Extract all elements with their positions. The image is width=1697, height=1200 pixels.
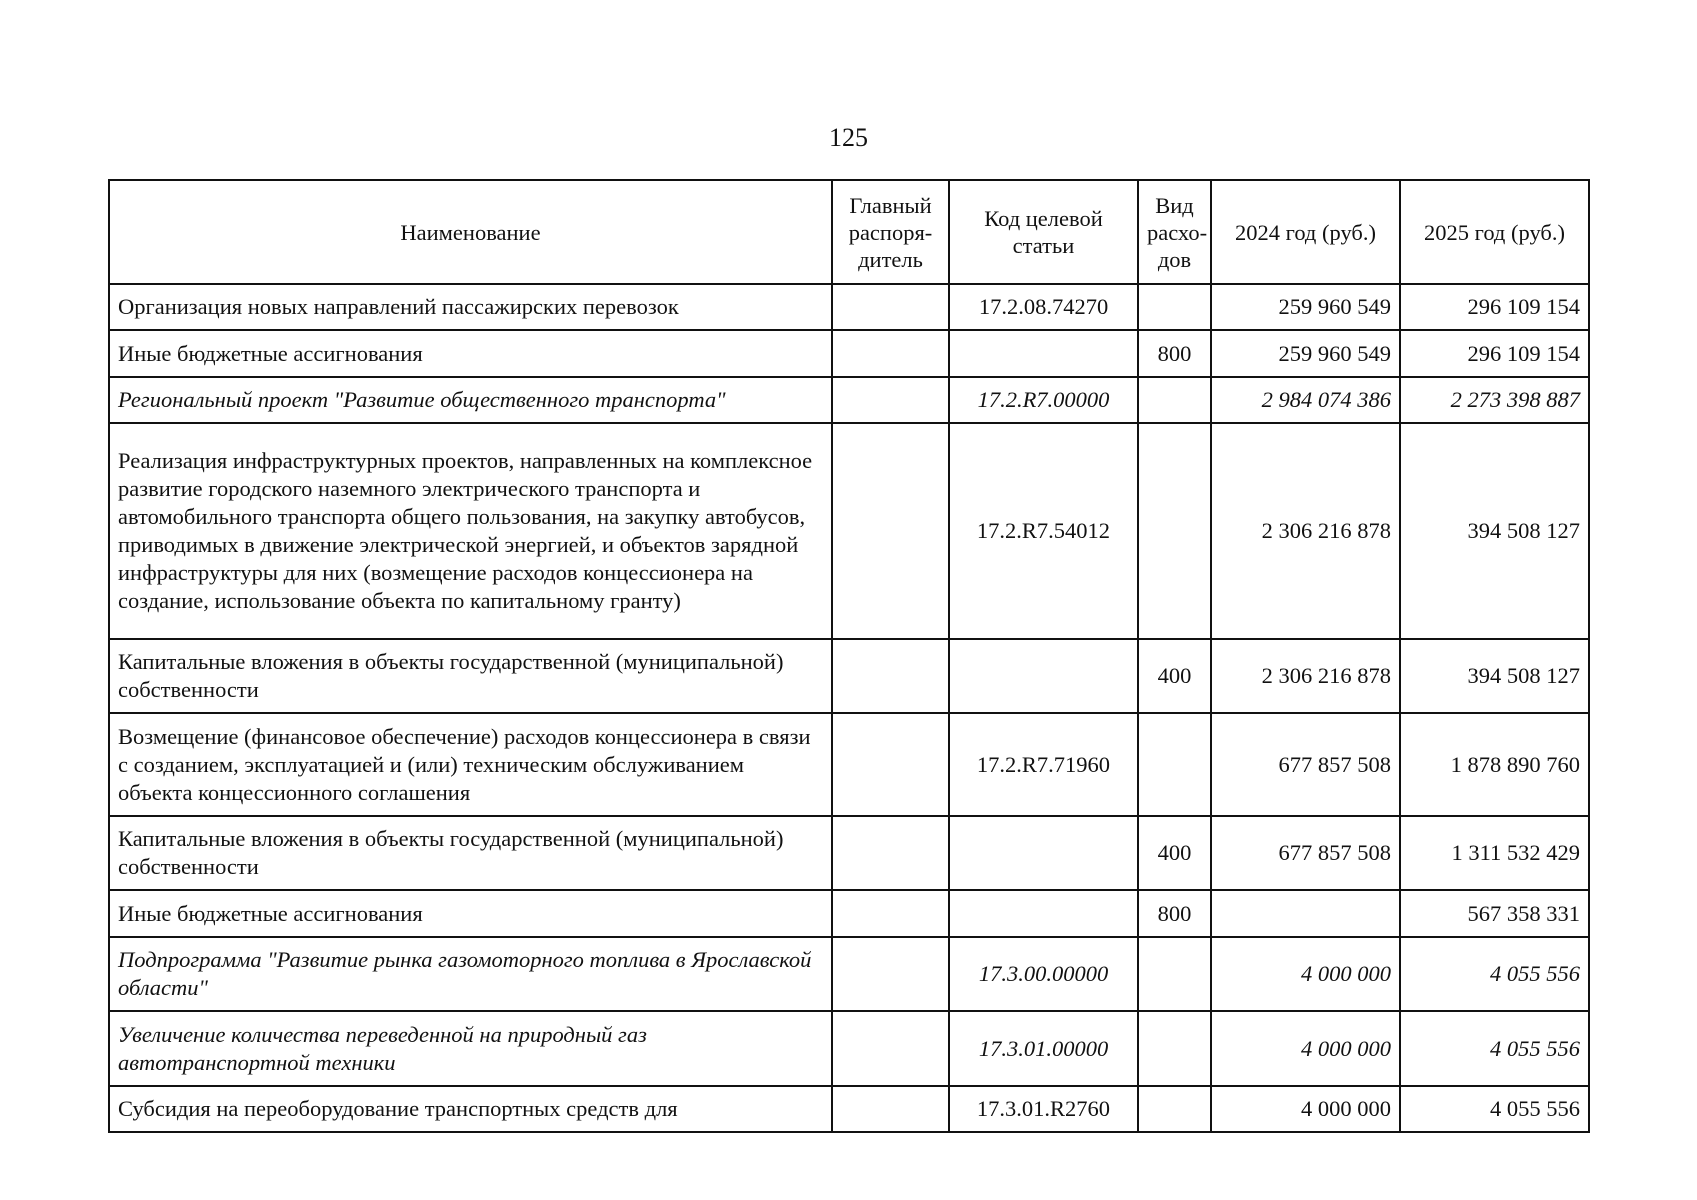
row-2025: 1 311 532 429 — [1400, 816, 1589, 890]
row-name: Иные бюджетные ассигнования — [109, 890, 832, 937]
row-type — [1138, 1086, 1211, 1132]
row-2025: 567 358 331 — [1400, 890, 1589, 937]
row-type: 400 — [1138, 639, 1211, 713]
header-name: Наименование — [109, 180, 832, 284]
budget-table — [108, 179, 1590, 1133]
row-2025: 1 878 890 760 — [1400, 713, 1589, 816]
row-type: 800 — [1138, 330, 1211, 377]
header-2024: 2024 год (руб.) — [1211, 180, 1400, 284]
row-manager — [832, 1086, 949, 1132]
row-type — [1138, 1011, 1211, 1086]
row-2025: 4 055 556 — [1400, 1011, 1589, 1086]
table-row — [109, 816, 1589, 890]
row-manager — [832, 423, 949, 639]
row-2025: 296 109 154 — [1400, 330, 1589, 377]
row-manager — [832, 330, 949, 377]
row-manager — [832, 1011, 949, 1086]
row-2024: 4 000 000 — [1211, 937, 1400, 1011]
row-code: 17.3.01.00000 — [949, 1011, 1138, 1086]
row-type — [1138, 713, 1211, 816]
row-manager — [832, 816, 949, 890]
row-code — [949, 330, 1138, 377]
row-code — [949, 639, 1138, 713]
row-manager — [832, 377, 949, 423]
row-name: Иные бюджетные ассигнования — [109, 330, 832, 377]
row-manager — [832, 890, 949, 937]
table-row — [109, 890, 1589, 937]
table-row — [109, 284, 1589, 330]
row-2024: 259 960 549 — [1211, 330, 1400, 377]
row-2024: 4 000 000 — [1211, 1011, 1400, 1086]
row-2024: 2 984 074 386 — [1211, 377, 1400, 423]
row-name: Региональный проект "Развитие общественного транспорта" — [109, 377, 832, 423]
row-code: 17.2.R7.71960 — [949, 713, 1138, 816]
header-code: Код целевой статьи — [949, 180, 1138, 284]
row-code: 17.2.08.74270 — [949, 284, 1138, 330]
row-manager — [832, 639, 949, 713]
row-2024: 677 857 508 — [1211, 816, 1400, 890]
row-2025: 394 508 127 — [1400, 639, 1589, 713]
row-name: Капитальные вложения в объекты государственной (муниципальной) собственности — [109, 816, 832, 890]
row-name: Субсидия на переоборудование транспортных средств для — [109, 1086, 832, 1132]
table-row — [109, 1011, 1589, 1086]
row-type — [1138, 377, 1211, 423]
table-row — [109, 330, 1589, 377]
row-2025: 2 273 398 887 — [1400, 377, 1589, 423]
header-manager: Главный распоря-дитель — [832, 180, 949, 284]
row-2024: 2 306 216 878 — [1211, 423, 1400, 639]
row-manager — [832, 284, 949, 330]
table-header — [109, 180, 1589, 284]
table-row — [109, 713, 1589, 816]
row-2024: 4 000 000 — [1211, 1086, 1400, 1132]
row-name: Увеличение количества переведенной на природный газ автотранспортной техники — [109, 1011, 832, 1086]
row-type: 800 — [1138, 890, 1211, 937]
row-manager — [832, 937, 949, 1011]
row-name: Организация новых направлений пассажирских перевозок — [109, 284, 832, 330]
page-number: 125 — [829, 123, 868, 152]
table-row — [109, 1086, 1589, 1132]
row-name: Реализация инфраструктурных проектов, направленных на комплексное развитие городского наземного электрического транспорта и автомобильного транспорта общего пользования, на закупку автобусов, приводимых в движение электрической энергией, и объектов зарядной инфраструктуры для них (возмещение расходов концессионера на создание, использование объекта по капитальному гранту) — [109, 423, 832, 639]
table-row — [109, 639, 1589, 713]
row-2024: 677 857 508 — [1211, 713, 1400, 816]
row-type: 400 — [1138, 816, 1211, 890]
row-2024: 2 306 216 878 — [1211, 639, 1400, 713]
row-2025: 4 055 556 — [1400, 937, 1589, 1011]
table-row — [109, 937, 1589, 1011]
row-2025: 4 055 556 — [1400, 1086, 1589, 1132]
row-code — [949, 890, 1138, 937]
row-name: Капитальные вложения в объекты государственной (муниципальной) собственности — [109, 639, 832, 713]
row-type — [1138, 423, 1211, 639]
row-type — [1138, 937, 1211, 1011]
row-manager — [832, 713, 949, 816]
table-row — [109, 377, 1589, 423]
row-code: 17.3.01.R2760 — [949, 1086, 1138, 1132]
row-code: 17.3.00.00000 — [949, 937, 1138, 1011]
row-2025: 394 508 127 — [1400, 423, 1589, 639]
row-2024: 259 960 549 — [1211, 284, 1400, 330]
row-type — [1138, 284, 1211, 330]
row-2025: 296 109 154 — [1400, 284, 1589, 330]
row-code: 17.2.R7.00000 — [949, 377, 1138, 423]
row-code — [949, 816, 1138, 890]
row-2024 — [1211, 890, 1400, 937]
row-name: Подпрограмма "Развитие рынка газомоторного топлива в Ярославской области" — [109, 937, 832, 1011]
header-2025: 2025 год (руб.) — [1400, 180, 1589, 284]
header-type: Вид расхо-дов — [1138, 180, 1211, 284]
row-name: Возмещение (финансовое обеспечение) расходов концессионера в связи с созданием, эксплуатацией и (или) техническим обслуживанием объекта концессионного соглашения — [109, 713, 832, 816]
table-body — [109, 284, 1589, 1132]
row-code: 17.2.R7.54012 — [949, 423, 1138, 639]
header-row — [109, 180, 1589, 284]
table-row — [109, 423, 1589, 639]
